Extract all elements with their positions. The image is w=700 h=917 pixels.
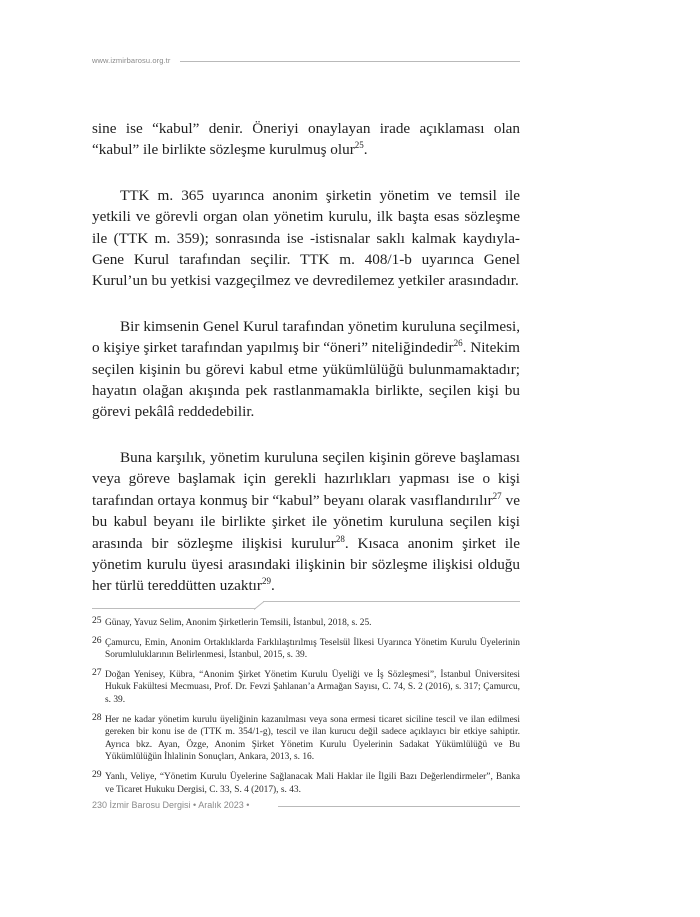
footnote-item bbox=[92, 634, 520, 662]
footnote-number: 25 bbox=[92, 615, 102, 626]
footnote-item bbox=[92, 666, 520, 707]
footer-text: 230 İzmir Barosu Dergisi • Aralık 2023 • bbox=[92, 800, 250, 810]
footer-rule bbox=[278, 806, 520, 807]
page-footer bbox=[92, 800, 520, 814]
footnote-divider bbox=[92, 600, 520, 612]
footnote-number: 28 bbox=[92, 711, 102, 723]
footnote-item bbox=[92, 711, 520, 764]
footnote-ref-28: 28 bbox=[335, 533, 345, 544]
paragraph-2: TTK m. 365 uyarınca anonim şirketin yönetim ve temsil ile yetkili ve görevli organ olan yönetim kurulu, ilk başta esas sözleşme ile (TTK m. 359); sonrasında ise -istisnalar saklı kalmak kaydıyla- Gene Kurul tarafından seçilir. TTK m. 408/1-b uyarınca Genel Kurul’un bu yetkisi vazgeçilmez ve devredilemez yetkiler arasındadır. bbox=[92, 186, 520, 290]
footnote-item bbox=[92, 617, 520, 630]
footnote-number: 27 bbox=[92, 666, 102, 678]
footnote-ref-27: 27 bbox=[492, 490, 502, 501]
footnotes bbox=[92, 617, 520, 803]
footnote-number: 26 bbox=[92, 634, 102, 646]
footnote-text: Yanlı, Veliye, “Yönetim Kurulu Üyelerine Sağlanacak Mali Haklar ile İlgili Bazı Değerlendirmeler”, Banka ve Ticaret Hukuku Dergisi, C. 33, S. 4 (2017), s. 43. bbox=[105, 771, 520, 795]
footnote-text: Doğan Yenisey, Kübra, “Anonim Şirket Yönetim Kurulu Üyeliği ve İş Sözleşmesi”, İstanbul Üniversitesi Hukuk Fakültesi Mecmuası, Prof. Dr. Fevzi Şahlanan’a Armağan Sayısı, C. 74, S. 2 (2016), s. 317; Çamurcu, s. 39. bbox=[105, 669, 520, 705]
paragraph-3: Bir kimsenin Genel Kurul tarafından yönetim kuruluna seçilmesi, o kişiye şirket tarafından yapılmış bir “öneri” niteliğindedir$^{26}$. Nitekim seçilen kişinin bu görevi kabul etme yükümlülüğü bulunmamaktadır; hayatın olağan akışında pek rastlanmamakla birlikte, seçilen kişi bu görevi pekâlâ reddedebilir. bbox=[92, 317, 520, 421]
header-url: www.izmirbarosu.org.tr bbox=[92, 56, 171, 65]
footnote-item bbox=[92, 768, 520, 796]
footnote-ref-29: 29 bbox=[261, 576, 271, 587]
footnote-ref-25: 25 bbox=[354, 140, 364, 151]
footnote-ref-26: 26 bbox=[453, 338, 463, 349]
footnote-text: Günay, Yavuz Selim, Anonim Şirketlerin Temsili, İstanbul, 2018, s. 25. bbox=[105, 618, 372, 628]
body-text bbox=[92, 118, 520, 621]
paragraph-1: sine ise “kabul” denir. Öneriyi onaylayan irade açıklaması olan “kabul” ile birlikte sözleşme kurulmuş olur$^{25}$. bbox=[92, 120, 520, 159]
paragraph-4: Buna karşılık, yönetim kuruluna seçilen kişinin göreve başlaması veya göreve başlamak için gerekli hazırlıkları yapması ise o kişi tarafından ortaya konmuş bir “kabul” beyanı olarak vasıflandırılır$^{27}$ ve bu kabul beyanı ile birlikte şirket ile yönetim kuruluna seçilen kişi arasında bir sözleşme ilişkisi kurulur$^{28}$. Kısaca anonim şirket ile yönetim kurulu üyesi arasındaki ilişkinin bir sözleşme ilişkisi olduğu her türlü tereddütten uzaktır$^{29}$. bbox=[92, 448, 520, 595]
footnote-text: Her ne kadar yönetim kurulu üyeliğinin kazanılması veya sona ermesi ticaret siciline tescil ve ilan edilmesi gereken bir konu ise de (TTK m. 354/1-g), tescil ve ilan kurucu değil sadece açıklayıcı bir etkiye sahiptir. Ayrıca bkz. Ayan, Özge, Anonim Şirket Yönetim Kurulu Üyelerinin Sadakat Yükümlülüğü ve Bu Yükümlülüğün İhlalinin Sonuçları, Ankara, 2013, s. 16. bbox=[105, 714, 520, 763]
header-rule bbox=[180, 61, 520, 62]
page-header bbox=[92, 56, 520, 68]
footnote-number: 29 bbox=[92, 768, 102, 780]
footnote-text: Çamurcu, Emin, Anonim Ortaklıklarda Farklılaştırılmış Teselsül İlkesi Uyarınca Yönetim Kurulu Üyelerinin Sorumluluklarının Belirlenmesi, İstanbul, 2015, s. 39. bbox=[105, 637, 520, 661]
